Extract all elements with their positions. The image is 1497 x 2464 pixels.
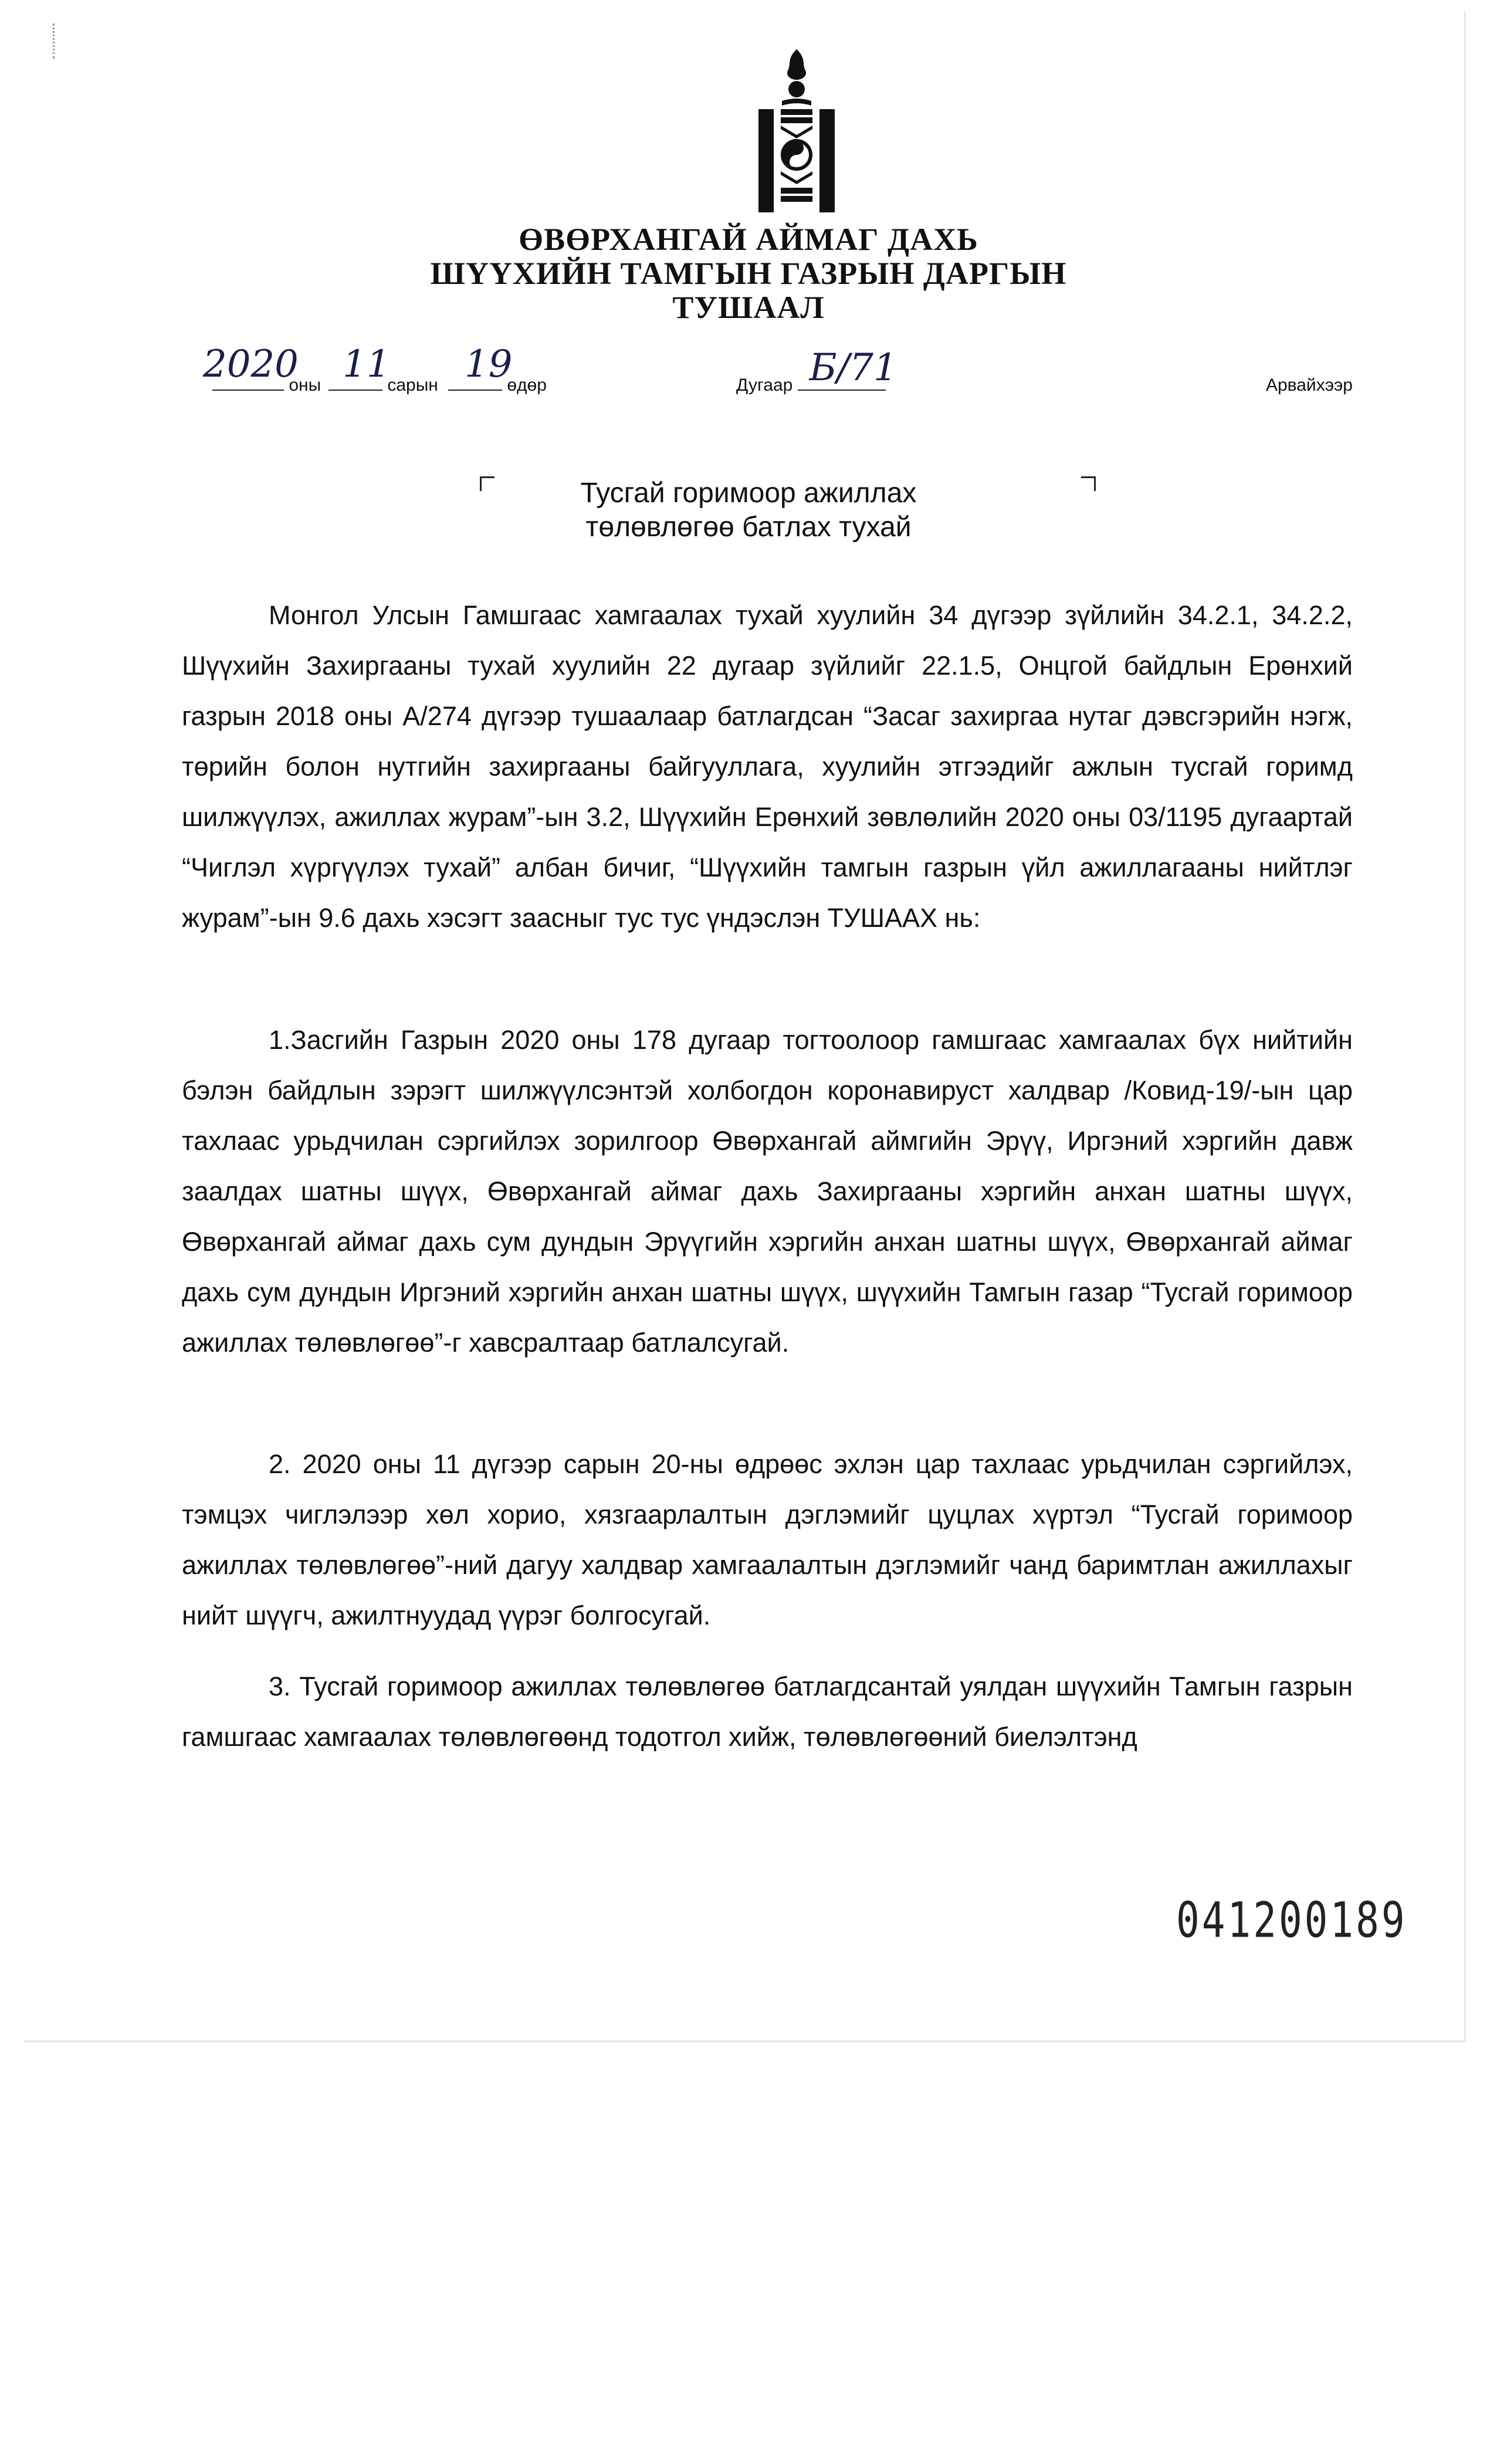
paragraph-item-1: 1.Засгийн Газрын 2020 оны 178 дугаар тогтоолоор гамшгаас хамгаалах бүх нийтийн бэлэн байдлын зэрэгт шилжүүлсэнтэй холбогдон коронавируст халдвар /Ковид-19/-ын цар тахлаас урьдчилан сэргийлэх зорилгоор Өвөрхангай аймгийн Эрүү, Иргэний хэргийн давж заалдах шатны шүүх, Өвөрхангай аймаг дахь Захиргааны хэргийн анхан шатны шүүх, Өвөрхангай аймаг дахь сум дундын Эрүүгийн хэргийн анхан шатны шүүх, Өвөрхангай аймаг дахь сум дундын Иргэний хэргийн анхан шатны шүүх, шүүхийн Тамгын газар “Тусгай горимоор ажиллах төлөвлөгөө”-г хавсралтаар батлалсугай. bbox=[182, 1025, 1353, 1358]
scan-mark bbox=[53, 23, 58, 59]
page-edge-bottom bbox=[23, 2040, 1465, 2042]
handwritten-day: 19 bbox=[465, 343, 513, 386]
paragraph-preamble: Монгол Улсын Гамшгаас хамгаалах тухай хуулийн 34 дүгээр зүйлийн 34.2.1, 34.2.2, Шүүхийн Захиргааны тухай хуулийн 22 дугаар зүйлийг 22.1.5, Онцгой байдлын Ерөнхий газрын 2018 оны А/274 дүгээр тушаалаар батлагдсан “Засаг захиргаа нутаг дэвсгэрийн нэгж, төрийн болон нутгийн захиргааны байгууллага, хуулийн этгээдийг ажлын тусгай горимд шилжүүлэх, ажиллах журам”-ын 3.2, Шүүхийн Ерөнхий зөвлөлийн 2020 оны 03/1195 дугаартай “Чиглэл хүргүүлэх тухай” албан бичиг, “Шүүхийн тамгын газрын үйл ажиллагааны нийтлэг журам”-ын 9.6 дахь хэсэгт заасныг тус тус үндэслэн ТУШААХ нь: bbox=[182, 600, 1353, 933]
subject-line-2: төлөвлөгөө батлах тухай bbox=[585, 512, 912, 543]
handwritten-month: 11 bbox=[343, 343, 391, 386]
number-label: Дугаар bbox=[736, 375, 793, 395]
year-label: оны bbox=[289, 375, 321, 395]
header-line-2: ШҮҮХИЙН ТАМГЫН ГАЗРЫН ДАРГЫН bbox=[430, 256, 1067, 291]
date-day-field bbox=[448, 343, 547, 395]
handwritten-number: Б/71 bbox=[809, 346, 897, 390]
handwritten-year: 2020 bbox=[203, 343, 299, 386]
paragraph-item-3: 3. Тусгай горимоор ажиллах төлөвлөгөө батлагдсантай уялдан шүүхийн Тамгын газрын гамшгаас хамгаалах төлөвлөгөөнд тодотгол хийж, төлөвлөгөөний биелэлтэнд bbox=[182, 1671, 1353, 1752]
date-year-field bbox=[203, 343, 321, 395]
day-label: өдөр bbox=[507, 375, 547, 395]
serial-number: 041200189 bbox=[1176, 1892, 1407, 1949]
subject-line-1: Тусгай горимоор ажиллах bbox=[580, 478, 917, 509]
month-label: сарын bbox=[387, 375, 438, 395]
paragraph-item-2: 2. 2020 оны 11 дүгээр сарын 20-ны өдрөөс эхлэн цар тахлаас урьдчилан сэргийлэх, тэмцэх чиглэлээр хөл хорио, хязгаарлалтын дэглэмийг цуцлах хүртэл “Тусгай горимоор ажиллах төлөвлөгөө”-ний дагуу халдвар хамгаалалтын дэглэмийг чанд баримтлан ажиллахыг нийт шүүгч, ажилтнуудад үүрэг болгосугай. bbox=[182, 1449, 1353, 1630]
date-month-field bbox=[328, 343, 438, 395]
header-line-3: ТУШААЛ bbox=[672, 290, 825, 325]
soyombo-emblem-icon bbox=[753, 47, 841, 212]
order-number-field bbox=[736, 346, 897, 395]
header-line-1: ӨВӨРХАНГАЙ АЙМАГ ДАХЬ bbox=[519, 222, 978, 257]
place-name: Арвайхээр bbox=[1265, 375, 1353, 395]
